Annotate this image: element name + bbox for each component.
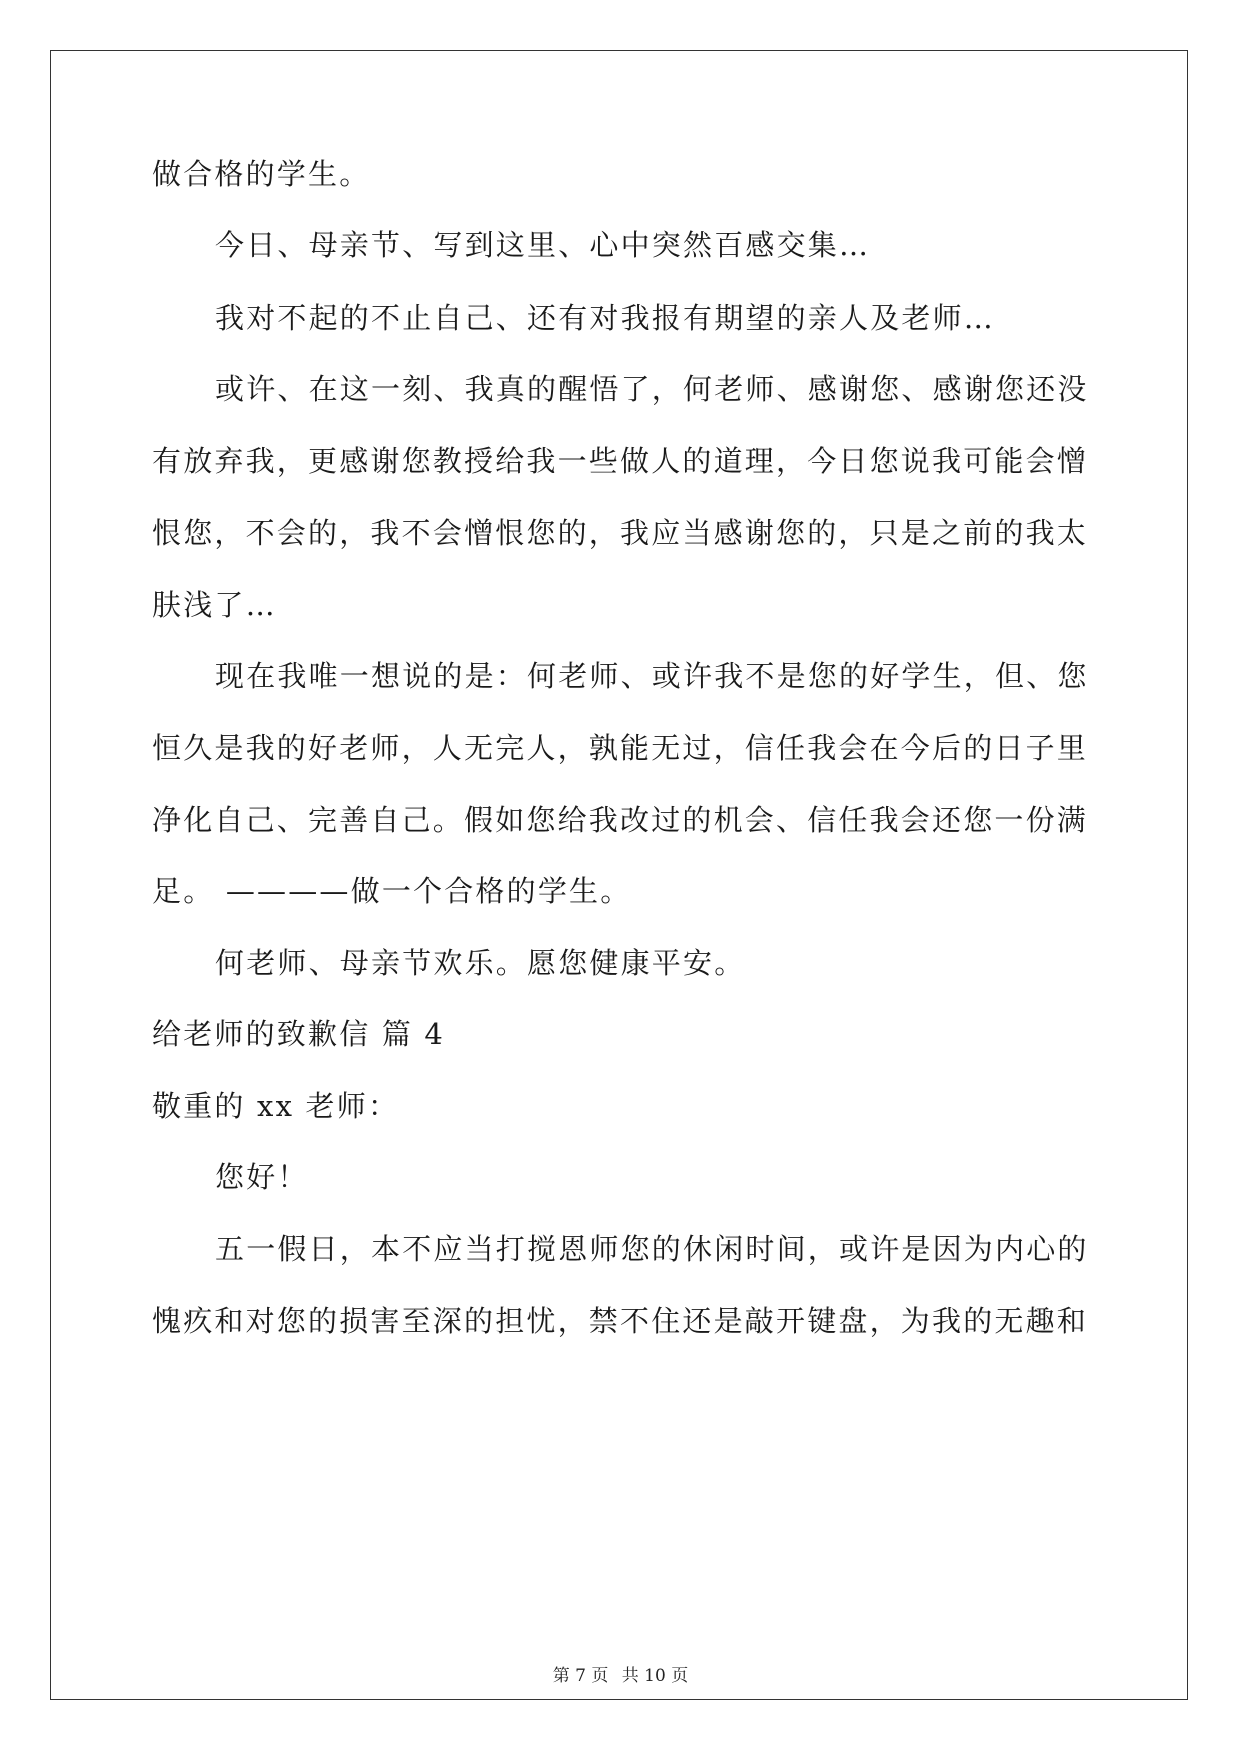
page-number: 第 7 页	[552, 1666, 609, 1686]
text-line: 或许、在这一刻、我真的醒悟了，何老师、感谢您、感谢您还没	[215, 372, 1089, 406]
text-line: 愧疚和对您的损害至深的担忧，禁不住还是敲开键盘，为我的无趣和	[152, 1304, 1089, 1338]
text-line: 五一假日，本不应当打搅恩师您的休闲时间，或许是因为内心的	[215, 1232, 1089, 1266]
text-line: 恒久是我的好老师，人无完人，孰能无过，信任我会在今后的日子里	[152, 731, 1089, 765]
text-line: 足。 ————做一个合格的学生。	[152, 874, 632, 908]
page-total: 共 10 页	[621, 1666, 689, 1686]
text-line: 肤浅了…	[152, 588, 277, 622]
text-line: 净化自己、完善自己。假如您给我改过的机会、信任我会还您一份满	[152, 803, 1089, 837]
text-line: 现在我唯一想说的是：何老师、或许我不是您的好学生，但、您	[215, 659, 1089, 693]
greeting: 您好！	[215, 1160, 309, 1194]
salutation: 敬重的 xx 老师：	[152, 1089, 400, 1123]
text-line: 今日、母亲节、写到这里、心中突然百感交集…	[215, 228, 871, 262]
section-heading: 给老师的致歉信 篇 4	[152, 1017, 446, 1051]
page-footer	[0, 1664, 1241, 1688]
text-line: 何老师、母亲节欢乐。愿您健康平安。	[215, 946, 746, 980]
text-line: 有放弃我，更感谢您教授给我一些做人的道理，今日您说我可能会憎	[152, 444, 1089, 478]
text-line: 做合格的学生。	[152, 157, 371, 191]
text-line: 恨您，不会的，我不会憎恨您的，我应当感谢您的，只是之前的我太	[152, 516, 1089, 550]
text-line: 我对不起的不止自己、还有对我报有期望的亲人及老师…	[215, 301, 996, 335]
